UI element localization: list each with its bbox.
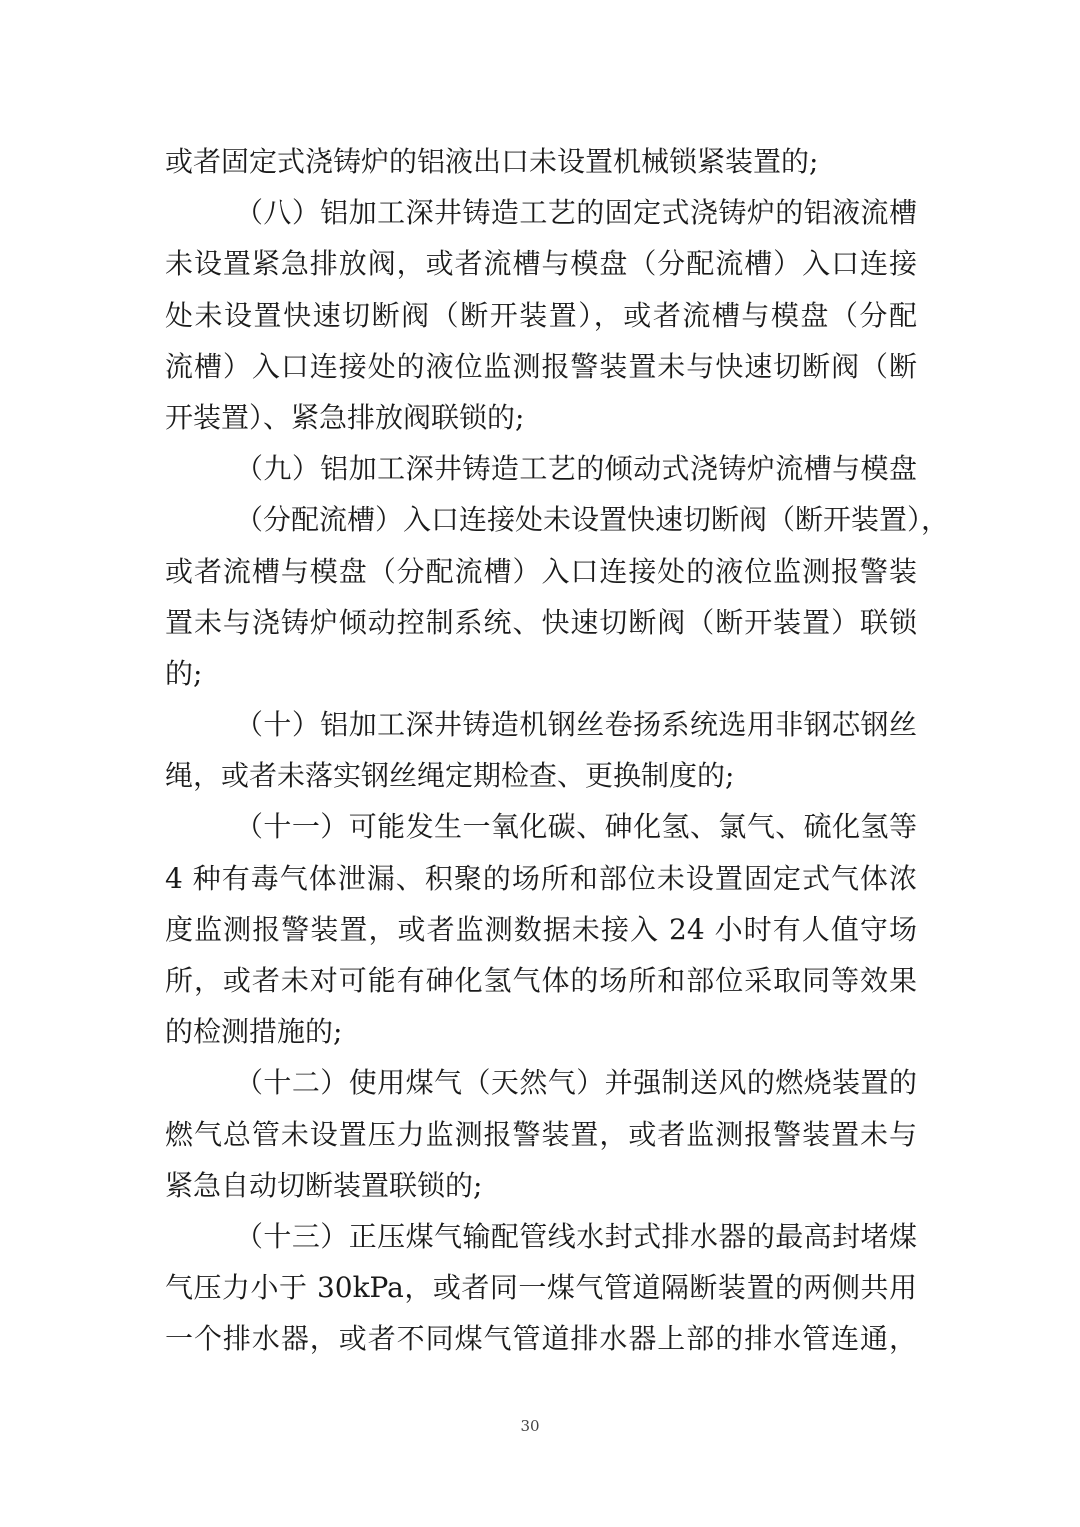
text-line: 未设置紧急排放阀，或者流槽与模盘（分配流槽）入口连接 [165, 247, 917, 281]
text-line: 的检测措施的; [165, 1015, 343, 1049]
text-line: 处未设置快速切断阀（断开装置），或者流槽与模盘（分配 [165, 298, 917, 332]
text-line: 紧急自动切断装置联锁的; [165, 1168, 483, 1202]
page-number: 30 [520, 1417, 540, 1435]
text-line: 绳，或者未落实钢丝绳定期检查、更换制度的; [165, 759, 735, 793]
text-line: （九）铝加工深井铸造工艺的倾动式浇铸炉流槽与模盘 [235, 452, 917, 486]
text-line: （十）铝加工深井铸造机钢丝卷扬系统选用非钢芯钢丝 [235, 708, 917, 742]
text-line: （十三）正压煤气输配管线水封式排水器的最高封堵煤 [235, 1219, 917, 1253]
text-line: 燃气总管未设置压力监测报警装置，或者监测报警装置未与 [165, 1117, 917, 1151]
document-body [165, 136, 950, 1365]
text-line: （分配流槽）入口连接处未设置快速切断阀（断开装置）， [235, 503, 950, 537]
text-line: 或者固定式浇铸炉的铝液出口未设置机械锁紧装置的; [165, 145, 819, 178]
text-line: 或者流槽与模盘（分配流槽）入口连接处的液位监测报警装 [165, 554, 917, 588]
text-line: 度监测报警装置，或者监测数据未接入 24 小时有人值守场 [165, 912, 917, 946]
text-line: 所，或者未对可能有砷化氢气体的场所和部位采取同等效果 [165, 964, 917, 997]
text-line: 一个排水器，或者不同煤气管道排水器上部的排水管连通， [165, 1322, 917, 1356]
text-line: 置未与浇铸炉倾动控制系统、快速切断阀（断开装置）联锁 [165, 605, 917, 639]
text-line: 开装置）、紧急排放阀联锁的; [165, 400, 525, 434]
text-line: 气压力小于 30kPa，或者同一煤气管道隔断装置的两侧共用 [165, 1271, 917, 1305]
text-line: 4 种有毒气体泄漏、积聚的场所和部位未设置固定式气体浓 [165, 861, 917, 895]
text-line: 的; [165, 656, 203, 690]
text-line: （八）铝加工深井铸造工艺的固定式浇铸炉的铝液流槽 [235, 196, 917, 230]
text-line: （十一）可能发生一氧化碳、砷化氢、氯气、硫化氢等 [235, 810, 917, 844]
text-line: （十二）使用煤气（天然气）并强制送风的燃烧装置的 [235, 1066, 917, 1100]
text-line: 流槽）入口连接处的液位监测报警装置未与快速切断阀（断 [165, 349, 917, 383]
